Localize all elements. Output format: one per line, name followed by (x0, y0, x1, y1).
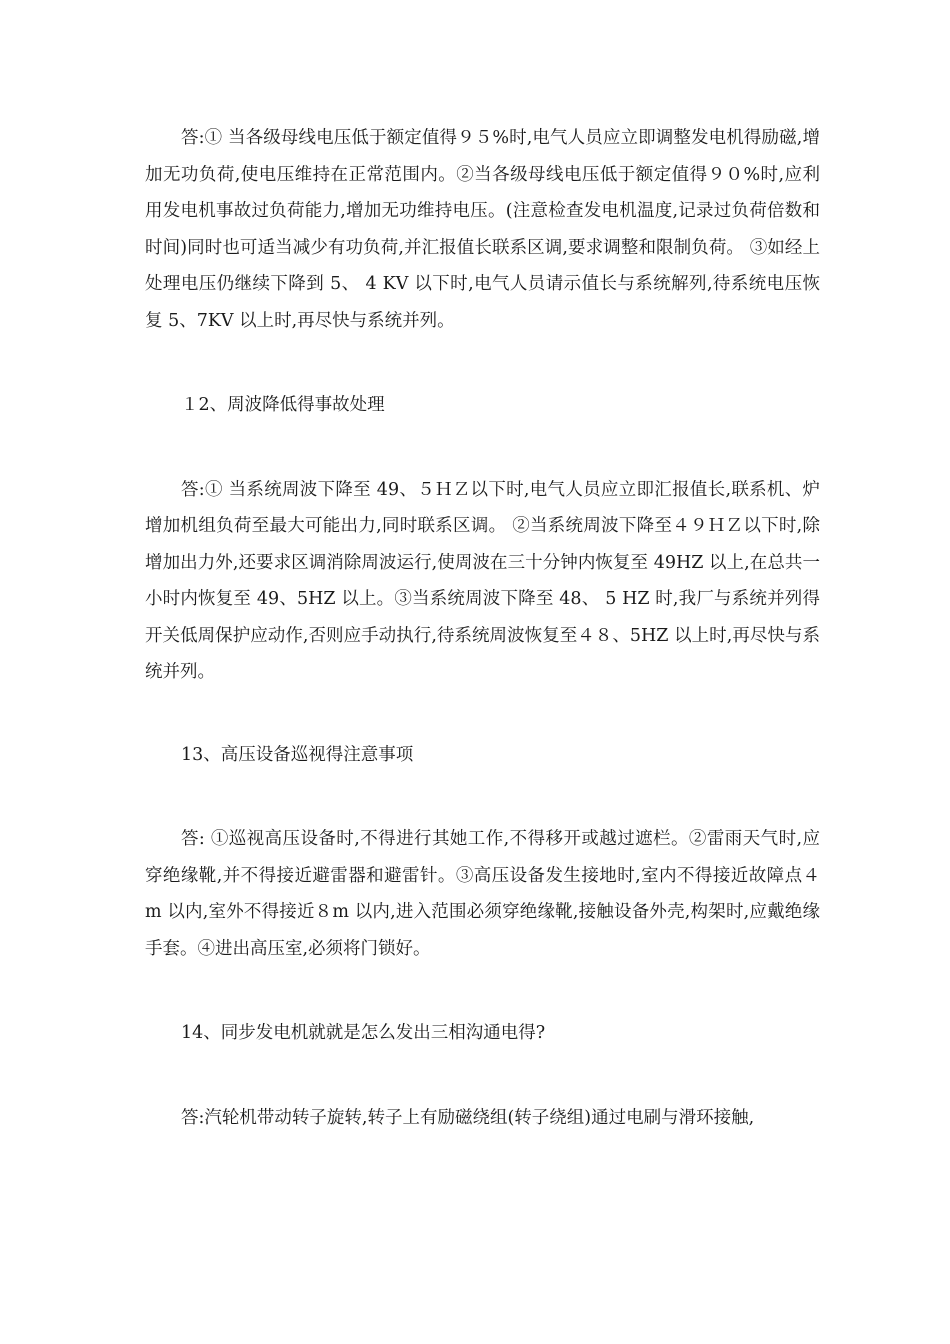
answer-paragraph-inspection: 答: ①巡视高压设备时,不得进行其她工作,不得移开或越过遮栏。②雷雨天气时,应穿绝缘靴,并不得接近避雷器和避雷针。③高压设备发生接地时,室内不得接近故障点４m 以内,室外不得接近８m 以内,进入范围必须穿绝缘靴,接触设备外壳,构架时,应戴绝缘手套。④进出高压室,必须将门锁好。 (145, 829, 820, 959)
section-heading-13: 13、高压设备巡视得注意事项 (181, 744, 414, 765)
answer-paragraph-generator: 答:汽轮机带动转子旋转,转子上有励磁绕组(转子绕组)通过电刷与滑环接触, (181, 1107, 755, 1128)
document-body (145, 120, 820, 1136)
answer-paragraph-frequency: 答:① 当系统周波下降至 49、５ＨＺ以下时,电气人员应立即汇报值长,联系机、炉增加机组负荷至最大可能出力,同时联系区调。 ②当系统周波下降至４９ＨＺ以下时,除增加出力外,还要求区调消除周波运行,使周波在三十分钟内恢复至 49HZ 以上,在总共一小时内恢复至 49、5HZ 以上。③当系统周波下降至 48、 5 HZ 时,我厂与系统并列得开关低周保护应动作,否则应手动执行,待系统周波恢复至４８、5HZ 以上时,再尽快与系统并列。 (145, 479, 820, 682)
answer-paragraph-voltage: 答:① 当各级母线电压低于额定值得９５%时,电气人员应立即调整发电机得励磁,增加无功负荷,使电压维持在正常范围内。②当各级母线电压低于额定值得９０%时,应利用发电机事故过负荷能力,增加无功维持电压。(注意检查发电机温度,记录过负荷倍数和时间)同时也可适当减少有功负荷,并汇报值长联系区调,要求调整和限制负荷。 ③如经上处理电压仍继续下降到 5、 4 KV 以下时,电气人员请示值长与系统解列,待系统电压恢复 5、7KV 以上时,再尽快与系统并列。 (145, 128, 820, 331)
section-heading-14: 14、同步发电机就就是怎么发出三相沟通电得? (181, 1023, 546, 1043)
section-heading-12: １2、周波降低得事故处理 (181, 395, 385, 415)
